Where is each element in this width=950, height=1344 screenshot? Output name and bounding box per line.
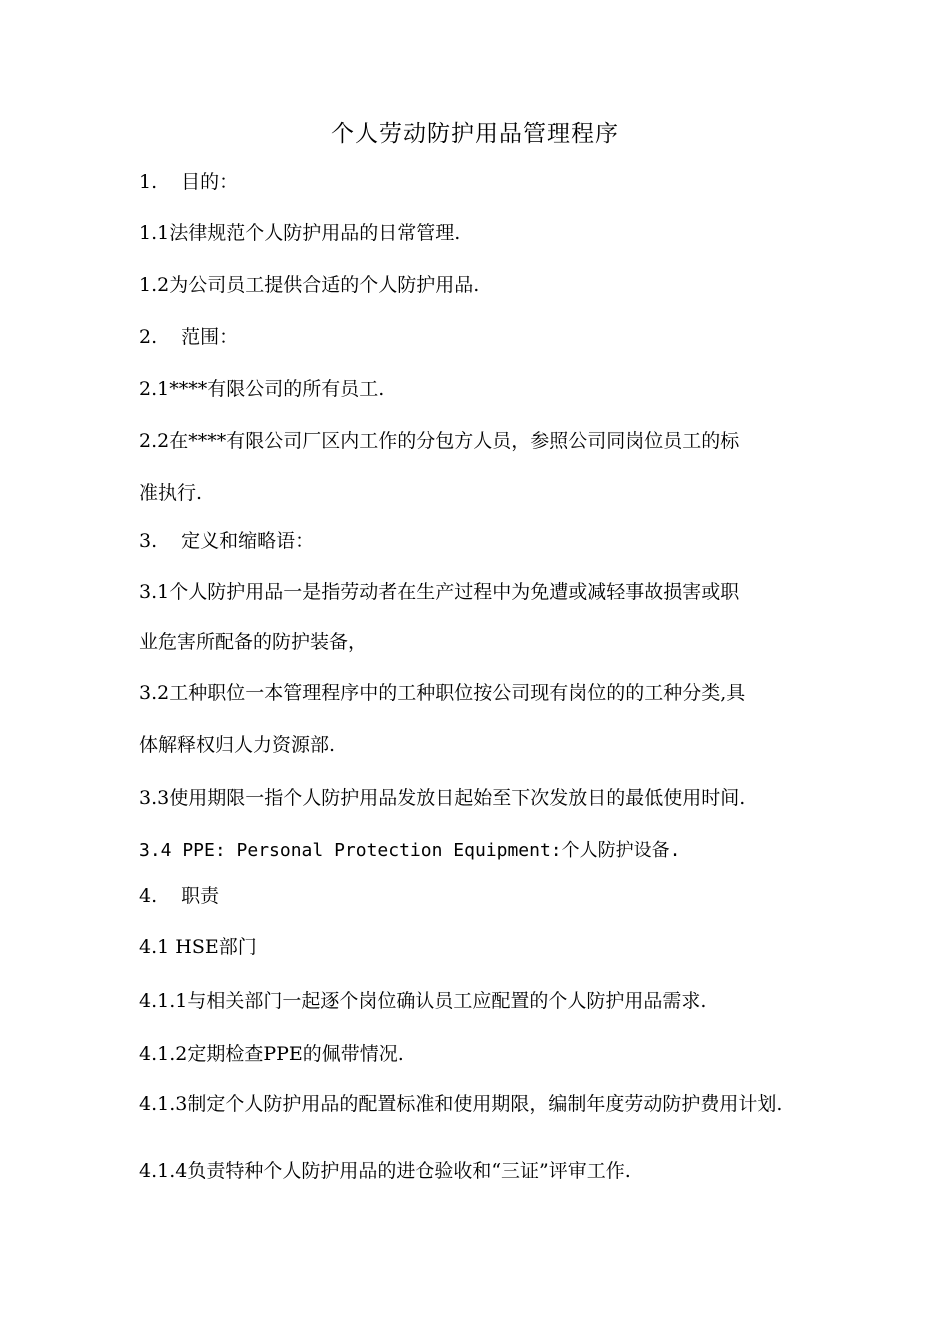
- section-1-heading: [139, 168, 839, 196]
- section-4-heading: [139, 882, 839, 910]
- section-number: 2.: [139, 326, 158, 348]
- paragraph-1-2: 1.2为公司员工提供合适的个人防护用品.: [139, 274, 480, 296]
- paragraph-4-1: 4.1 HSE部门: [139, 936, 257, 958]
- paragraph-3-4: 3.4 PPE: Personal Protection Equipment:个人防护设备.: [139, 840, 681, 861]
- paragraph-4-1-2: 4.1.2定期检查PPE的佩带情况.: [139, 1043, 404, 1065]
- paragraph-2-1: 2.1****有限公司的所有员工.: [139, 378, 385, 400]
- paragraph-3-3: 3.3使用期限一指个人防护用品发放日起始至下次发放日的最低使用时间.: [139, 787, 746, 809]
- section-title: 目的：: [181, 171, 239, 193]
- section-3-heading: [139, 527, 839, 555]
- paragraph-3-1-line-2: 业危害所配备的防护装备，: [139, 631, 368, 653]
- paragraph-3-2-line-1: 3.2工种职位一本管理程序中的工种职位按公司现有岗位的的工种分类,具: [139, 682, 746, 704]
- section-number: 3.: [139, 530, 158, 552]
- paragraph-2-2-line-2: 准执行.: [139, 482, 203, 504]
- paragraph-3-1-line-1: 3.1个人防护用品一是指劳动者在生产过程中为免遭或减轻事故损害或职: [139, 581, 740, 603]
- section-title: 职责: [181, 885, 220, 907]
- section-title: 定义和缩略语：: [181, 530, 315, 552]
- section-title: 范围：: [181, 326, 239, 348]
- section-number: 4.: [139, 885, 158, 907]
- section-2-heading: [139, 323, 839, 351]
- paragraph-4-1-4: 4.1.4负责特种个人防护用品的进仓验收和“三证”评审工作.: [139, 1160, 631, 1182]
- paragraph-2-2-line-1: 2.2在****有限公司厂区内工作的分包方人员，参照公司同岗位员工的标: [139, 430, 740, 452]
- paragraph-4-1-3: 4.1.3制定个人防护用品的配置标准和使用期限，编制年度劳动防护费用计划.: [139, 1093, 783, 1115]
- paragraph-4-1-1: 4.1.1与相关部门一起逐个岗位确认员工应配置的个人防护用品需求.: [139, 990, 707, 1012]
- paragraph-3-2-line-2: 体解释权归人力资源部.: [139, 734, 336, 756]
- paragraph-1-1: 1.1法律规范个人防护用品的日常管理.: [139, 222, 461, 244]
- document-title: 个人劳动防护用品管理程序: [331, 121, 619, 147]
- section-number: 1.: [139, 171, 158, 193]
